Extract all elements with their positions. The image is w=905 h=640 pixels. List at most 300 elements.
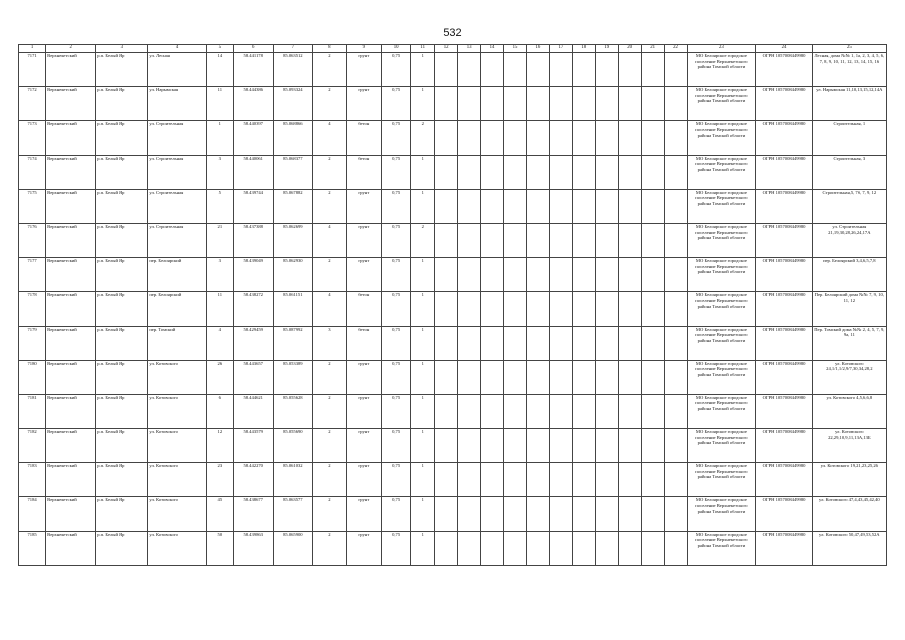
table-cell: 1 [411,531,435,565]
table-cell: 85.063512 [273,53,313,87]
column-header: 15 [504,45,527,53]
table-cell [595,394,618,428]
table-cell [549,292,572,326]
column-header: 7 [273,45,313,53]
table-cell: 58.437388 [233,223,273,257]
table-cell [595,223,618,257]
table-cell [481,121,504,155]
table-cell [641,258,664,292]
table-cell: ул. Лесная [148,53,206,87]
table-cell [481,531,504,565]
column-header: 9 [346,45,381,53]
table-cell: 1 [411,189,435,223]
table-cell [549,223,572,257]
table-cell: р.п. Белый Яр [96,326,148,360]
table-cell [526,394,549,428]
table-row [19,53,887,87]
table-row [19,360,887,394]
table-cell [435,463,458,497]
table-cell: 4 [313,121,346,155]
table-cell: грунт [346,531,381,565]
table-cell [595,497,618,531]
table-cell: 1 [411,326,435,360]
table-cell: 7185 [19,531,46,565]
table-cell: 21 [206,223,233,257]
table-row [19,429,887,463]
table-cell [458,155,481,189]
table-cell: 7182 [19,429,46,463]
table-cell: 58.441178 [233,53,273,87]
column-header: 24 [756,45,812,53]
table-cell: 58.439744 [233,189,273,223]
table-cell [595,326,618,360]
table-cell: 0,75 [382,292,411,326]
table-cell: ОГРН 1057008449980 [756,497,812,531]
table-cell: 7183 [19,463,46,497]
table-cell: 85.062699 [273,223,313,257]
table-cell [618,531,641,565]
table-cell [458,326,481,360]
table-cell [664,155,687,189]
table-cell: Верхнекетский [46,258,96,292]
register-table [18,44,887,566]
table-cell [526,87,549,121]
table-cell: 7171 [19,53,46,87]
table-cell [572,155,595,189]
table-cell [572,497,595,531]
table-cell: 58.440397 [233,121,273,155]
table-cell: МО Белоярское городское поселение Верхнекетского района Томской области [687,394,756,428]
table-cell: МО Белоярское городское поселение Верхнекетского района Томской области [687,223,756,257]
table-cell [458,189,481,223]
table-cell: 0,75 [382,155,411,189]
table-cell: ОГРН 1057008449980 [756,394,812,428]
table-cell: р.п. Белый Яр [96,53,148,87]
column-header: 19 [595,45,618,53]
column-number-row [19,45,887,53]
table-row [19,223,887,257]
table-cell [504,53,527,87]
table-cell: 2 [313,53,346,87]
table-cell: 2 [313,258,346,292]
table-cell [641,429,664,463]
table-cell: Строительная, 3 [812,155,886,189]
table-row [19,292,887,326]
table-cell [595,189,618,223]
table-cell: 2 [313,531,346,565]
table-cell: 2 [411,223,435,257]
table-cell [435,292,458,326]
table-cell: грунт [346,223,381,257]
table-cell: 0,75 [382,429,411,463]
table-cell [618,360,641,394]
table-cell: 58.439049 [233,258,273,292]
table-cell [504,189,527,223]
table-cell: р.п. Белый Яр [96,189,148,223]
table-cell [549,189,572,223]
table-cell [572,87,595,121]
table-cell: ОГРН 1057008449980 [756,258,812,292]
table-cell: ОГРН 1057008449980 [756,155,812,189]
table-cell [641,155,664,189]
table-cell: 0,75 [382,360,411,394]
table-cell [504,531,527,565]
table-cell: МО Белоярское городское поселение Верхнекетского района Томской области [687,326,756,360]
table-cell [526,497,549,531]
table-cell [664,223,687,257]
table-cell [481,189,504,223]
table-cell: 0,75 [382,326,411,360]
table-cell: 7184 [19,497,46,531]
table-cell: 1 [411,360,435,394]
table-cell: 3 [206,258,233,292]
table-cell [572,360,595,394]
table-cell: ул. Котовского [148,429,206,463]
table-cell: ул. Котовского [148,497,206,531]
table-cell [458,53,481,87]
table-cell [641,360,664,394]
table-cell: 1 [411,53,435,87]
table-cell [641,326,664,360]
table-cell [526,121,549,155]
table-cell [618,121,641,155]
table-cell: 0,75 [382,531,411,565]
table-cell [481,258,504,292]
table-cell [526,531,549,565]
table-cell: грунт [346,394,381,428]
table-cell: Верхнекетский [46,223,96,257]
table-cell: Строительная, 1 [812,121,886,155]
table-cell [504,326,527,360]
table-cell [458,223,481,257]
table-cell: 7181 [19,394,46,428]
column-header: 14 [481,45,504,53]
table-cell: МО Белоярское городское поселение Верхнекетского района Томской области [687,531,756,565]
table-cell [435,531,458,565]
table-cell: р.п. Белый Яр [96,497,148,531]
table-cell: 2 [313,87,346,121]
table-cell: ОГРН 1057008449980 [756,429,812,463]
table-cell [481,394,504,428]
table-cell: 85.065900 [273,531,313,565]
table-cell: 0,75 [382,223,411,257]
table-cell [572,189,595,223]
column-header: 3 [96,45,148,53]
table-cell [549,531,572,565]
table-cell [549,429,572,463]
table-cell [618,463,641,497]
table-cell [481,497,504,531]
table-cell: р.п. Белый Яр [96,258,148,292]
column-header: 12 [435,45,458,53]
table-cell: МО Белоярское городское поселение Верхнекетского района Томской области [687,292,756,326]
table-cell: 6 [206,394,233,428]
column-header: 2 [46,45,96,53]
table-cell: Верхнекетский [46,326,96,360]
table-cell: ОГРН 1057008449980 [756,121,812,155]
table-cell [641,531,664,565]
table-cell [664,326,687,360]
column-header: 13 [458,45,481,53]
table-row [19,531,887,565]
table-cell: ул. Строительная 21,19,30,28,26,24,17А [812,223,886,257]
table-cell [664,531,687,565]
table-cell: Верхнекетский [46,155,96,189]
table-cell: 58.443657 [233,360,273,394]
table-cell: 85.053389 [273,360,313,394]
table-cell [641,292,664,326]
table-cell [595,531,618,565]
table-cell: Верхнекетский [46,87,96,121]
table-cell [458,258,481,292]
table-cell: 58.442270 [233,463,273,497]
table-cell: р.п. Белый Яр [96,155,148,189]
table-cell [618,326,641,360]
table-cell: 7173 [19,121,46,155]
table-cell: 58.439863 [233,531,273,565]
table-cell: 85.062930 [273,258,313,292]
table-cell: МО Белоярское городское поселение Верхнекетского района Томской области [687,53,756,87]
table-cell [458,531,481,565]
table-row [19,394,887,428]
table-cell: ОГРН 1057008449980 [756,360,812,394]
table-cell [481,360,504,394]
table-cell [504,155,527,189]
table-cell [504,292,527,326]
table-cell: ул. Котовского 4,5,6,6,8 [812,394,886,428]
table-cell [595,155,618,189]
table-cell: пер. Белоярский [148,292,206,326]
table-cell [526,429,549,463]
table-cell: ул. Строительная [148,121,206,155]
table-cell: Верхнекетский [46,121,96,155]
table-cell: 1 [411,258,435,292]
table-cell [435,121,458,155]
table-cell: пер. Белоярский [148,258,206,292]
column-header: 8 [313,45,346,53]
table-cell [549,87,572,121]
table-cell [549,463,572,497]
table-cell [458,394,481,428]
table-cell [664,463,687,497]
table-cell: ОГРН 1057008449980 [756,292,812,326]
table-cell [664,258,687,292]
table-cell [481,292,504,326]
table-cell: ул. Нарымская [148,87,206,121]
table-cell: бетон [346,121,381,155]
table-cell [526,360,549,394]
table-cell: р.п. Белый Яр [96,292,148,326]
table-cell [664,121,687,155]
column-header: 25 [812,45,886,53]
table-cell: 7172 [19,87,46,121]
table-cell [458,429,481,463]
table-cell: 0,75 [382,87,411,121]
table-cell [641,463,664,497]
table-cell [526,463,549,497]
table-cell: Верхнекетский [46,463,96,497]
table-cell: 85.093324 [273,87,313,121]
table-cell [481,463,504,497]
table-cell: 2 [313,155,346,189]
table-cell [435,497,458,531]
table-cell: Верхнекетский [46,189,96,223]
table-cell: 2 [313,360,346,394]
table-cell: 0,75 [382,258,411,292]
table-cell: МО Белоярское городское поселение Верхнекетского района Томской области [687,429,756,463]
table-cell: 0,75 [382,497,411,531]
table-cell [504,394,527,428]
table-cell: р.п. Белый Яр [96,223,148,257]
table-cell: 2 [313,189,346,223]
table-cell [526,326,549,360]
table-cell [572,326,595,360]
table-cell: 4 [313,223,346,257]
table-cell: ул. Строительная [148,223,206,257]
table-cell: 1 [411,87,435,121]
table-cell [458,121,481,155]
table-cell: 1 [206,121,233,155]
table-cell [664,429,687,463]
table-cell: 3 [206,155,233,189]
column-header: 17 [549,45,572,53]
table-cell: ул. Строительная [148,189,206,223]
table-cell [664,292,687,326]
table-cell [664,189,687,223]
table-row [19,189,887,223]
table-cell: 0,75 [382,394,411,428]
table-cell: 85.068377 [273,155,313,189]
table-cell: ОГРН 1057008449980 [756,189,812,223]
table-cell: Верхнекетский [46,531,96,565]
table-cell: 50 [206,531,233,565]
table-cell [618,155,641,189]
table-row [19,463,887,497]
table-cell: р.п. Белый Яр [96,360,148,394]
table-cell: 11 [206,87,233,121]
table-cell: 2 [411,121,435,155]
table-cell: 58.444621 [233,394,273,428]
table-cell [595,87,618,121]
table-cell [618,87,641,121]
table-cell: 1 [411,155,435,189]
table-cell: 58.440061 [233,155,273,189]
table-cell: 58.444386 [233,87,273,121]
table-cell [618,258,641,292]
table-row [19,87,887,121]
table-cell [664,87,687,121]
table-cell [504,121,527,155]
table-cell: 85.063577 [273,497,313,531]
table-cell: 85.067882 [273,189,313,223]
table-cell [549,497,572,531]
table-cell: МО Белоярское городское поселение Верхнекетского района Томской области [687,463,756,497]
table-cell [481,87,504,121]
table-cell [458,463,481,497]
table-cell [572,258,595,292]
table-cell [435,223,458,257]
table-cell: ул. Котовского [148,463,206,497]
table-cell: 85.087992 [273,326,313,360]
table-cell: 4 [313,292,346,326]
table-cell [664,497,687,531]
table-cell [435,326,458,360]
table-cell: МО Белоярское городское поселение Верхнекетского района Томской области [687,360,756,394]
column-header: 1 [19,45,46,53]
table-row [19,155,887,189]
table-cell [526,223,549,257]
table-cell: 58.443579 [233,429,273,463]
table-cell: 12 [206,429,233,463]
table-cell: ОГРН 1057008449980 [756,53,812,87]
table-cell [664,360,687,394]
table-cell: 0,75 [382,189,411,223]
table-cell: р.п. Белый Яр [96,121,148,155]
table-cell: 85.055690 [273,429,313,463]
table-cell: 2 [313,429,346,463]
table-cell: 7176 [19,223,46,257]
table-cell: грунт [346,53,381,87]
table-cell: р.п. Белый Яр [96,531,148,565]
table-cell: 85.068866 [273,121,313,155]
table-cell [572,531,595,565]
table-cell [572,223,595,257]
table-cell: 85.055628 [273,394,313,428]
column-header: 21 [641,45,664,53]
table-cell: грунт [346,429,381,463]
column-header: 6 [233,45,273,53]
column-header: 5 [206,45,233,53]
table-cell: ул. Котовского [148,360,206,394]
table-cell: р.п. Белый Яр [96,394,148,428]
table-cell: ул. Котовского [148,531,206,565]
table-cell [435,189,458,223]
table-cell: МО Белоярское городское поселение Верхнекетского района Томской области [687,497,756,531]
table-cell: 11 [206,292,233,326]
table-cell: МО Белоярское городское поселение Верхнекетского района Томской области [687,189,756,223]
column-header: 23 [687,45,756,53]
table-cell [481,223,504,257]
table-cell [526,189,549,223]
table-cell: 7177 [19,258,46,292]
table-cell [526,292,549,326]
table-cell: ОГРН 1057008449980 [756,531,812,565]
table-cell: 1 [411,497,435,531]
table-cell: 7178 [19,292,46,326]
table-cell [526,53,549,87]
table-cell [572,429,595,463]
table-cell: Верхнекетский [46,292,96,326]
table-cell [504,497,527,531]
table-cell: пер. Томский [148,326,206,360]
table-cell [481,326,504,360]
table-cell: 4 [206,326,233,360]
table-cell [435,53,458,87]
table-cell: ОГРН 1057008449980 [756,463,812,497]
table-cell [435,155,458,189]
table-cell: р.п. Белый Яр [96,429,148,463]
table-cell: 1 [411,292,435,326]
table-cell [641,53,664,87]
table-cell [641,394,664,428]
table-cell: бетон [346,292,381,326]
table-cell [458,497,481,531]
table-cell: 3 [313,326,346,360]
table-cell: 2 [313,497,346,531]
table-row [19,258,887,292]
table-cell: р.п. Белый Яр [96,87,148,121]
table-cell: 5 [206,189,233,223]
